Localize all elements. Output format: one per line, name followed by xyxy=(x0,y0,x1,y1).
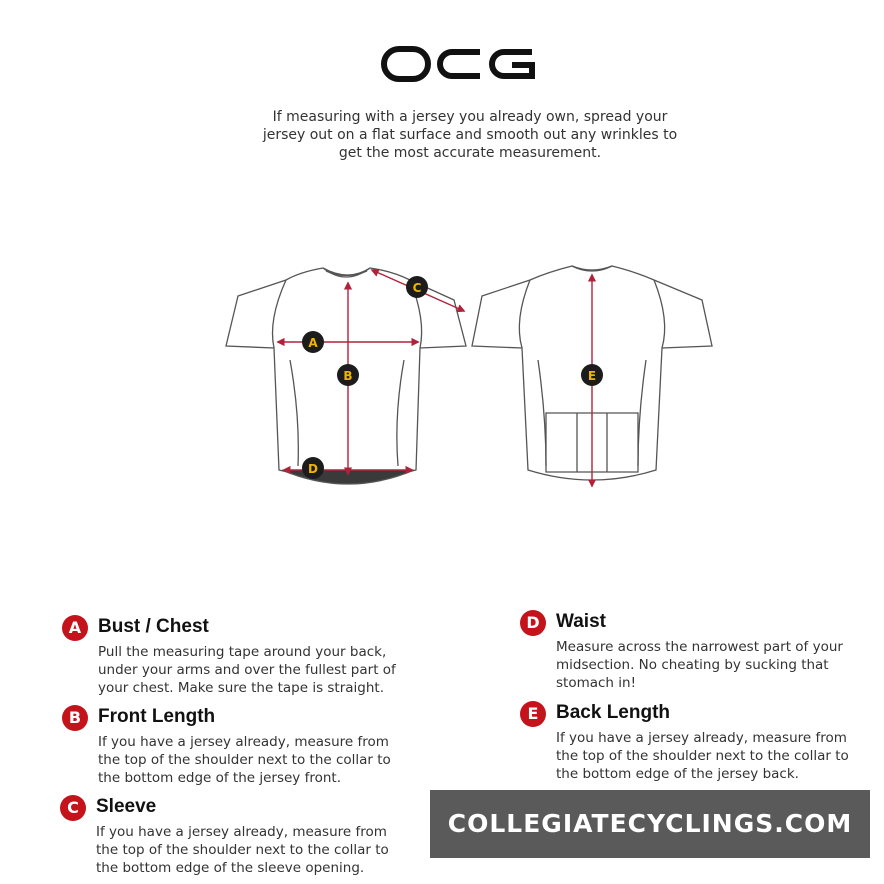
body-line: the top of the shoulder next to the collar to xyxy=(556,748,849,764)
section-title: Bust / Chest xyxy=(98,616,209,637)
body-line: If you have a jersey already, measure from xyxy=(96,824,387,840)
body-line: midsection. No cheating by sucking that xyxy=(556,657,829,673)
body-line: under your arms and over the fullest part of xyxy=(98,662,396,678)
intro-line: jersey out on a flat surface and smooth out any wrinkles to xyxy=(262,127,678,143)
marker-a xyxy=(302,331,324,353)
intro-line: get the most accurate measurement. xyxy=(338,145,602,161)
marker-b-label: B xyxy=(343,369,353,383)
watermark-banner xyxy=(430,790,870,858)
body-line: stomach in! xyxy=(556,675,636,691)
jersey-diagrams xyxy=(0,250,884,510)
marker-c-label: C xyxy=(412,281,422,295)
body-line: the top of the shoulder next to the collar to xyxy=(96,842,389,858)
section-title: Sleeve xyxy=(96,796,157,817)
body-line: your chest. Make sure the tape is straight. xyxy=(98,680,384,696)
marker-b xyxy=(337,364,359,386)
section-body xyxy=(556,638,884,692)
intro-text xyxy=(230,108,710,162)
marker-d xyxy=(302,457,324,479)
watermark-text: COLLEGIATECYCLINGS.COM xyxy=(447,809,853,838)
section-body xyxy=(556,729,884,783)
body-line: the bottom edge of the jersey front. xyxy=(98,770,341,786)
section-body xyxy=(98,643,428,697)
body-line: Pull the measuring tape around your back, xyxy=(98,644,387,660)
intro-line: If measuring with a jersey you already own, spread your xyxy=(272,109,668,125)
body-line: the bottom edge of the sleeve opening. xyxy=(96,860,365,876)
body-line: Measure across the narrowest part of your xyxy=(556,639,843,655)
badge-d: D xyxy=(520,610,546,636)
section-title: Back Length xyxy=(556,702,671,723)
section-title: Front Length xyxy=(98,706,216,727)
marker-a-label: A xyxy=(308,336,318,350)
body-line: If you have a jersey already, measure from xyxy=(556,730,847,746)
marker-c xyxy=(406,276,428,298)
section-title: Waist xyxy=(556,611,606,632)
section-body xyxy=(98,733,428,787)
section-body xyxy=(96,823,426,877)
badge-c: C xyxy=(60,795,86,821)
badge-b: B xyxy=(62,705,88,731)
ocg-logo xyxy=(380,44,540,84)
marker-e-label: E xyxy=(587,369,597,383)
marker-d-label: D xyxy=(308,462,318,476)
badge-e: E xyxy=(520,701,546,727)
badge-a: A xyxy=(62,615,88,641)
body-line: If you have a jersey already, measure from xyxy=(98,734,389,750)
body-line: the top of the shoulder next to the collar to xyxy=(98,752,391,768)
marker-e xyxy=(581,364,603,386)
body-line: the bottom edge of the jersey back. xyxy=(556,766,799,782)
